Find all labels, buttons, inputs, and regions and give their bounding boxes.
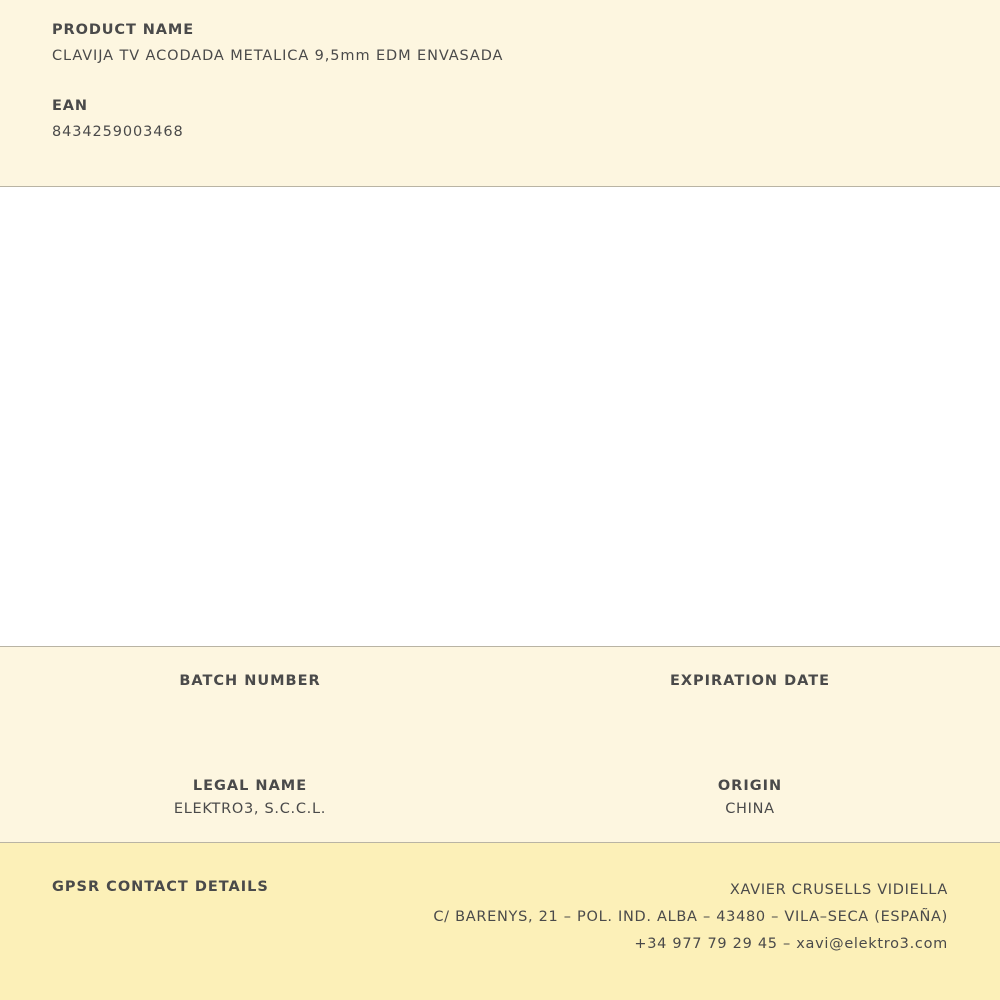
product-name-value: CLAVIJA TV ACODADA METALICA 9,5mm EDM ENVASADA [52,48,504,64]
gpsr-footer-block [0,843,1000,1000]
ean-field [52,98,948,140]
batch-number-value [0,696,500,714]
gpsr-contact-address: C/ BARENYS, 21 – POL. IND. ALBA – 43480 – VILA–SECA (ESPAÑA) [433,909,948,925]
gpsr-contact-phone-email: +34 977 79 29 45 – xavi@elektro3.com [634,936,948,952]
product-name-field [52,22,948,64]
legal-name-value: ELEKTRO3, S.C.C.L. [173,801,327,817]
origin-label: ORIGIN [717,778,783,794]
legal-name-cell [0,778,500,819]
expiration-date-cell [500,673,1000,714]
origin-value: CHINA [725,801,775,817]
product-name-label: PRODUCT NAME [52,22,195,38]
gpsr-contact-details [433,877,948,958]
expiration-date-value [500,696,1000,714]
expiration-date-label: EXPIRATION DATE [669,673,831,689]
gpsr-contact-name: XAVIER CRUSELLS VIDIELLA [729,882,948,898]
batch-number-label: BATCH NUMBER [179,673,321,689]
gpsr-contact-label: GPSR CONTACT DETAILS [52,879,269,895]
ean-value: 8434259003468 [52,124,184,140]
origin-cell [500,778,1000,819]
details-row-batch-expiration [0,673,1000,714]
legal-name-label: LEGAL NAME [192,778,308,794]
ean-label: EAN [52,98,88,114]
batch-number-cell [0,673,500,714]
product-header-block [0,0,1000,187]
product-details-block [0,647,1000,843]
details-row-legal-origin [0,778,1000,819]
product-image-area [0,187,1000,647]
